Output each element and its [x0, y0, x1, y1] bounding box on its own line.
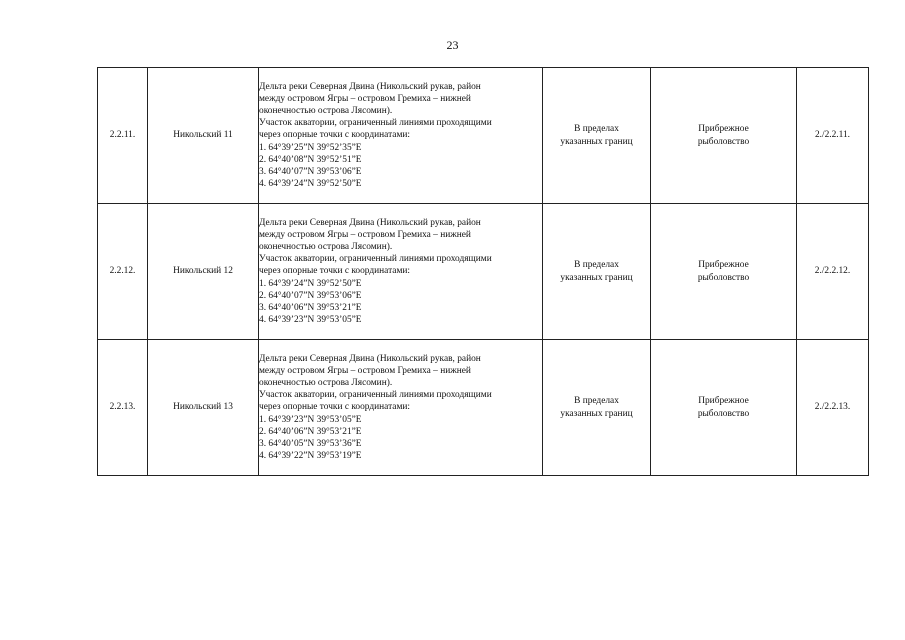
description-line: Участок акватории, ограниченный линиями проходящими — [259, 118, 492, 129]
area-description-cell — [259, 340, 543, 476]
area-description-cell — [259, 68, 543, 204]
coordinate-line: 4. 64°39’23”N 39°53’05”E — [259, 314, 362, 325]
description-line: оконечностью острова Лясомин). — [259, 106, 393, 117]
coordinate-line: 3. 64°40’07”N 39°53’06”E — [259, 166, 362, 177]
description-line: Участок акватории, ограниченный линиями проходящими — [259, 390, 492, 401]
description-line: Дельта реки Северная Двина (Никольский рукав, район — [259, 82, 481, 93]
boundaries-line: В пределах — [574, 124, 619, 135]
usage-type-cell — [651, 204, 797, 340]
area-name-cell: Никольский 11 — [148, 68, 259, 204]
boundaries-line: указанных границ — [560, 272, 633, 283]
coordinate-line: 1. 64°39’23”N 39°53’05”E — [259, 414, 362, 425]
usage-type-cell — [651, 68, 797, 204]
fishing-areas-table — [97, 67, 869, 476]
boundaries-line: В пределах — [574, 260, 619, 271]
row-number-cell: 2.2.12. — [98, 204, 148, 340]
coordinate-line: 3. 64°40’06”N 39°53’21”E — [259, 302, 362, 313]
table-row — [98, 68, 869, 204]
description-line: Участок акватории, ограниченный линиями проходящими — [259, 254, 492, 265]
coordinate-line: 4. 64°39’22”N 39°53’19”E — [259, 450, 362, 461]
reference-cell: 2./2.2.13. — [797, 340, 869, 476]
reference-cell: 2./2.2.11. — [797, 68, 869, 204]
coordinate-line: 4. 64°39’24”N 39°52’50”E — [259, 178, 362, 189]
area-name-cell: Никольский 13 — [148, 340, 259, 476]
area-description-cell — [259, 204, 543, 340]
usage-line: Прибрежное — [698, 124, 749, 135]
row-number-cell: 2.2.11. — [98, 68, 148, 204]
boundaries-line: указанных границ — [560, 136, 633, 147]
description-line: Дельта реки Северная Двина (Никольский рукав, район — [259, 354, 481, 365]
description-line: оконечностью острова Лясомин). — [259, 242, 393, 253]
usage-line: рыболовство — [697, 408, 750, 419]
description-line: между островом Ягры – островом Гремиха – нижней — [259, 94, 471, 105]
description-line: между островом Ягры – островом Гремиха – нижней — [259, 366, 471, 377]
description-line: через опорные точки с координатами: — [259, 266, 411, 277]
boundaries-cell — [543, 68, 651, 204]
page-number: 23 — [446, 38, 459, 52]
coordinate-line: 1. 64°39’25”N 39°52’35”E — [259, 142, 362, 153]
boundaries-cell — [543, 340, 651, 476]
usage-line: Прибрежное — [698, 396, 749, 407]
description-line: через опорные точки с координатами: — [259, 402, 411, 413]
description-line: через опорные точки с координатами: — [259, 130, 411, 141]
reference-cell: 2./2.2.12. — [797, 204, 869, 340]
description-line: между островом Ягры – островом Гремиха – нижней — [259, 230, 471, 241]
table-row — [98, 204, 869, 340]
area-name-cell: Никольский 12 — [148, 204, 259, 340]
usage-line: рыболовство — [697, 272, 750, 283]
table-row — [98, 340, 869, 476]
description-line: Дельта реки Северная Двина (Никольский рукав, район — [259, 218, 481, 229]
coordinate-line: 3. 64°40’05”N 39°53’36”E — [259, 438, 362, 449]
coordinate-line: 2. 64°40’07”N 39°53’06”E — [259, 290, 362, 301]
usage-line: рыболовство — [697, 136, 750, 147]
coordinate-line: 2. 64°40’06”N 39°53’21”E — [259, 426, 362, 437]
coordinate-line: 2. 64°40’08”N 39°52’51”E — [259, 154, 362, 165]
boundaries-line: указанных границ — [560, 408, 633, 419]
description-line: оконечностью острова Лясомин). — [259, 378, 393, 389]
usage-type-cell — [651, 340, 797, 476]
boundaries-cell — [543, 204, 651, 340]
coordinate-line: 1. 64°39’24”N 39°52’50”E — [259, 278, 362, 289]
row-number-cell: 2.2.13. — [98, 340, 148, 476]
boundaries-line: В пределах — [574, 396, 619, 407]
usage-line: Прибрежное — [698, 260, 749, 271]
